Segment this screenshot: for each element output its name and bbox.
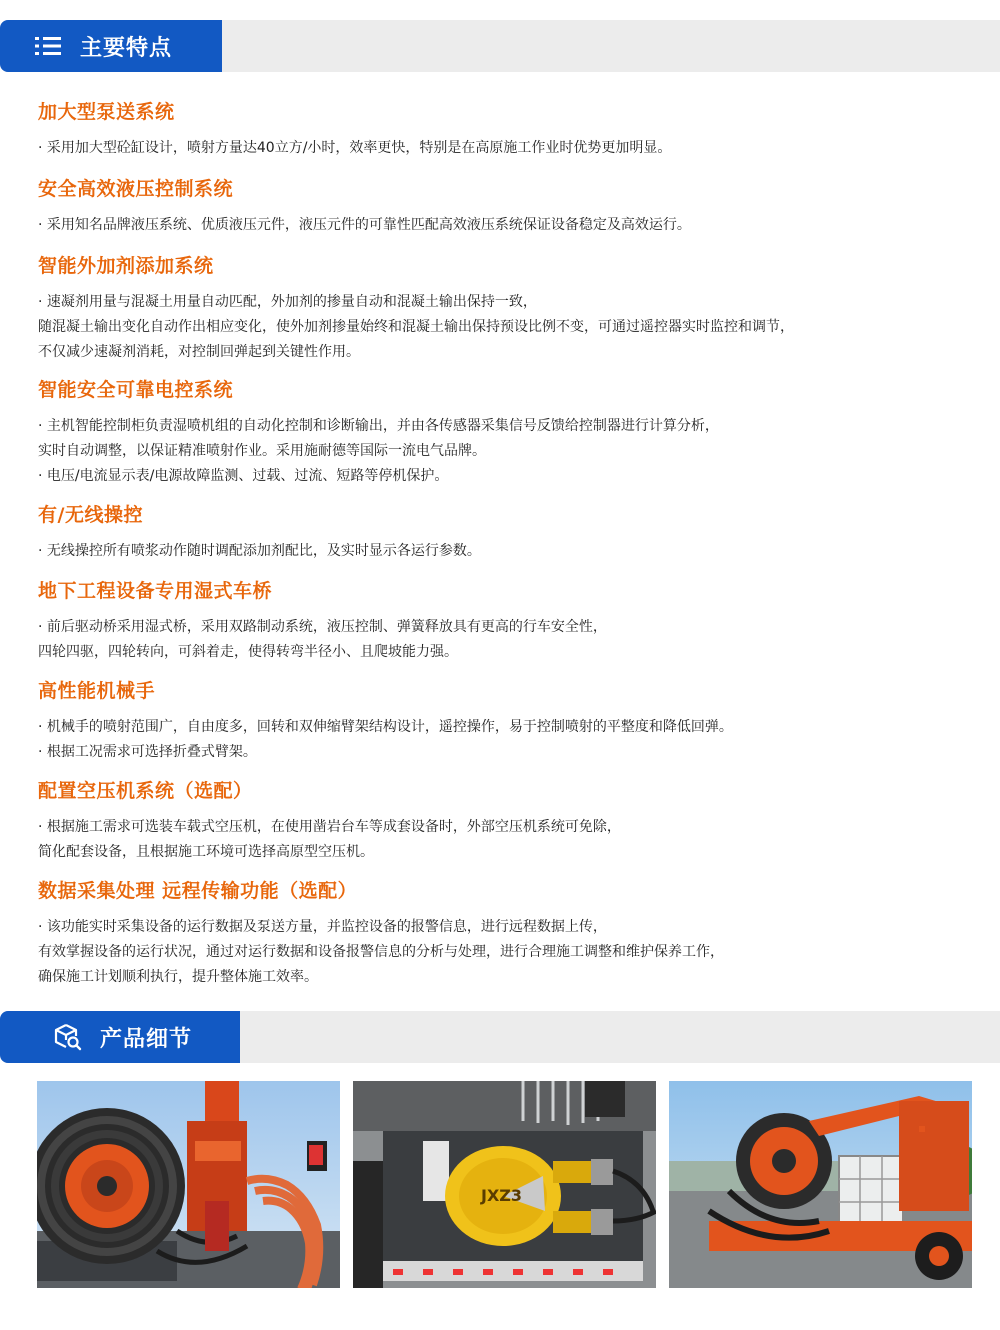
feature-item [38, 675, 733, 765]
feature-title: 数据采集处理 远程传输功能（选配） [38, 880, 358, 902]
feature-item [38, 96, 671, 161]
section-header-features [0, 20, 1000, 72]
feature-title: 高性能机械手 [38, 680, 156, 702]
product-photos [37, 1081, 972, 1288]
feature-title: 智能安全可靠电控系统 [38, 379, 234, 401]
feature-line: 实时自动调整，以保证精准喷射作业。采用施耐德等国际一流电气品牌。 [38, 443, 486, 459]
section-tab [0, 20, 222, 72]
section-header-details [0, 1011, 1000, 1063]
photo-machine [669, 1081, 972, 1288]
feature-line: · 速凝剂用量与混凝土用量自动匹配，外加剂的掺量自动和混凝土输出保持一致， [38, 294, 537, 310]
feature-title: 配置空压机系统（选配） [38, 780, 253, 802]
feature-line: · 采用加大型砼缸设计，喷射方量达40立方/小时，效率更快，特别是在高原施工作业时优势更加明显。 [38, 140, 672, 156]
feature-line: · 无线操控所有喷浆动作随时调配添加剂配比，及实时显示各运行参数。 [38, 543, 481, 559]
feature-title: 有/无线操控 [38, 504, 143, 526]
feature-line: · 电压/电流显示表/电源故障监测、过载、过流、短路等停机保护。 [38, 468, 449, 484]
feature-line: 简化配套设备，且根据施工环境可选择高原型空压机。 [38, 844, 374, 860]
feature-line: · 机械手的喷射范围广，自由度多，回转和双伸缩臂架结构设计，遥控操作，易于控制喷射的平整度和降低回弹。 [38, 719, 733, 735]
feature-line: · 根据施工需求可选装车载式空压机，在使用凿岩台车等成套设备时，外部空压机系统可免除， [38, 819, 621, 835]
product-search-icon [54, 1023, 82, 1051]
feature-line: · 前后驱动桥采用湿式桥，采用双路制动系统，液压控制、弹簧释放具有更高的行车安全性， [38, 619, 607, 635]
feature-title: 加大型泵送系统 [38, 101, 175, 123]
feature-title: 安全高效液压控制系统 [38, 178, 234, 200]
feature-line: · 采用知名品牌液压系统、优质液压元件，液压元件的可靠性匹配高效液压系统保证设备稳定及高效运行。 [38, 217, 691, 233]
feature-item [38, 775, 621, 865]
photo-pump [353, 1081, 656, 1288]
feature-line: 四轮四驱，四轮转向，可斜着走，使得转弯半径小、且爬坡能力强。 [38, 644, 458, 660]
photo-hose-reel [37, 1081, 340, 1288]
section-tab [0, 1011, 240, 1063]
feature-line: 随混凝土输出变化自动作出相应变化，使外加剂掺量始终和混凝土输出保持预设比例不变，可通过遥控器实时监控和调节， [38, 319, 794, 335]
feature-line: 有效掌握设备的运行状况，通过对运行数据和设备报警信息的分析与处理，进行合理施工调整和维护保养工作， [38, 944, 724, 960]
feature-line: · 主机智能控制柜负责湿喷机组的自动化控制和诊断输出，并由各传感器采集信号反馈给控制器进行计算分析， [38, 418, 719, 434]
feature-title: 智能外加剂添加系统 [38, 255, 214, 277]
feature-item [38, 250, 794, 365]
feature-item [38, 499, 481, 564]
feature-line: · 该功能实时采集设备的运行数据及泵送方量，并监控设备的报警信息，进行远程数据上传， [38, 919, 607, 935]
section-title: 主要特点 [80, 35, 173, 61]
feature-item [38, 875, 724, 990]
feature-line: 确保施工计划顺利执行，提升整体施工效率。 [38, 969, 318, 985]
feature-item [38, 374, 719, 489]
pump-logo: JXZ3 [481, 1186, 523, 1205]
feature-item [38, 575, 607, 665]
feature-line: 不仅减少速凝剂消耗，对控制回弹起到关键性作用。 [38, 344, 360, 360]
feature-line: · 根据工况需求可选择折叠式臂架。 [38, 744, 257, 760]
section-title: 产品细节 [100, 1026, 193, 1052]
feature-title: 地下工程设备专用湿式车桥 [38, 580, 273, 602]
feature-item [38, 173, 691, 238]
list-icon [34, 32, 62, 60]
